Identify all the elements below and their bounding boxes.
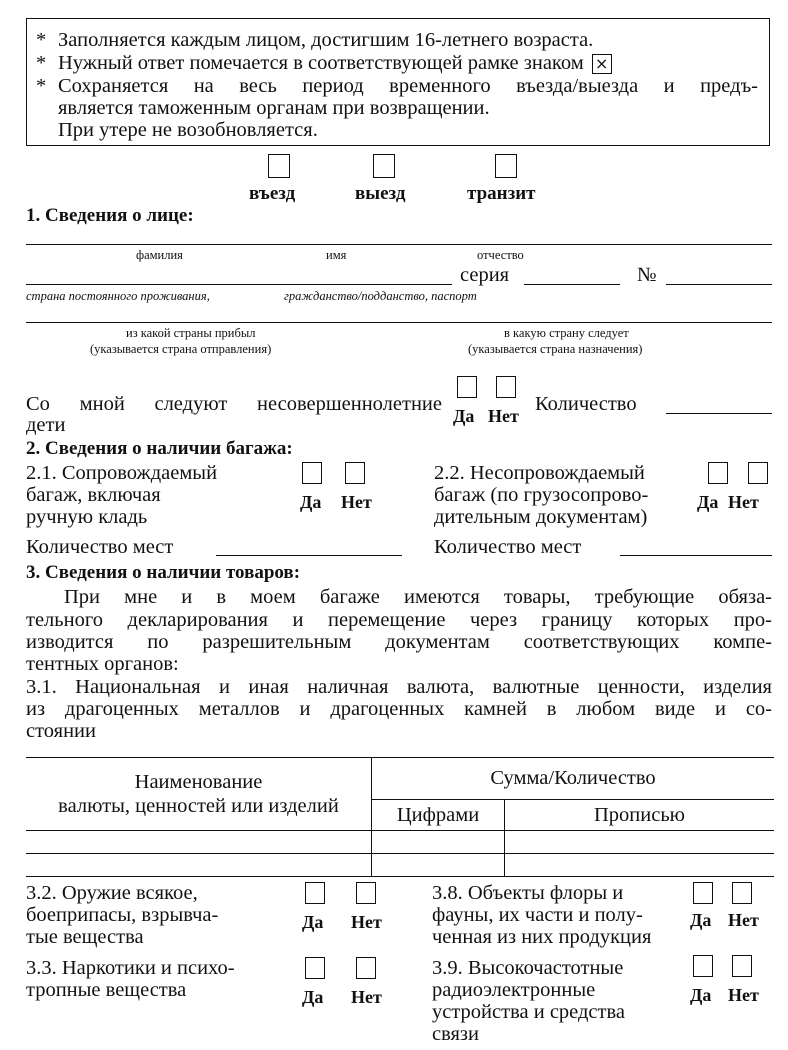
- item-3-1-line-3: стоянии: [26, 720, 96, 742]
- citizenship-caption: гражданство/подданство, паспорт: [284, 289, 477, 303]
- full-name-field[interactable]: [26, 244, 772, 245]
- unaccompanied-no-checkbox[interactable]: [748, 462, 768, 484]
- from-country-caption: из какой страны прибыл: [126, 326, 256, 340]
- minors-yes-checkbox[interactable]: [457, 376, 477, 398]
- minors-label-line-2: дети: [26, 414, 66, 436]
- instruction-line-4: является таможенным органам при возвращении.: [58, 97, 490, 119]
- item-3-2-yes-checkbox[interactable]: [305, 882, 325, 904]
- section-3-intro-line-4: тентных органов:: [26, 653, 179, 675]
- passport-series-field[interactable]: [524, 284, 620, 285]
- item-3-8-no-label: Нет: [728, 910, 759, 930]
- bullet-star: *: [36, 29, 47, 51]
- passport-number-field[interactable]: [666, 284, 772, 285]
- to-country-caption: в какую страну следует: [504, 326, 629, 340]
- unaccompanied-baggage-label: 2.2. Несопровождаемый багаж (по грузосопрово- дительным документам): [434, 462, 649, 528]
- currency-table: [26, 757, 774, 877]
- header-name: Наименование валюты, ценностей или изделий: [26, 758, 372, 831]
- header-words: Прописью: [505, 800, 775, 831]
- item-3-9-no-label: Нет: [728, 985, 759, 1005]
- instruction-line-3: * Сохраняется на весь период временного въезда/выезда и предъ-: [36, 75, 758, 97]
- item-3-8-label: 3.8. Объекты флоры и фауны, их части и полу- ченная из них продукция: [432, 882, 652, 948]
- accompanied-places-field[interactable]: [216, 555, 402, 556]
- accompanied-no-label: Нет: [341, 492, 372, 512]
- item-3-9-no-checkbox[interactable]: [732, 955, 752, 977]
- unaccompanied-yes-checkbox[interactable]: [708, 462, 728, 484]
- item-3-2-no-checkbox[interactable]: [356, 882, 376, 904]
- item-3-3-no-checkbox[interactable]: [356, 957, 376, 979]
- section-3-intro-line-3: изводится по разрешительным документам соответствующих компе-: [26, 631, 772, 653]
- minors-label-line-1: Со мной следуют несовершеннолетние: [26, 393, 442, 415]
- item-3-2-yes-label: Да: [302, 912, 324, 932]
- name-caption: имя: [326, 248, 347, 262]
- item-3-8-yes-label: Да: [690, 910, 712, 930]
- accompanied-baggage-label: 2.1. Сопровождаемый багаж, включая ручную кладь: [26, 462, 218, 528]
- exit-checkbox[interactable]: [373, 154, 395, 178]
- instruction-line-5: При утере не возобновляется.: [58, 119, 318, 141]
- patronymic-caption: отчество: [477, 248, 524, 262]
- accompanied-no-checkbox[interactable]: [345, 462, 365, 484]
- number-label: №: [637, 264, 657, 286]
- item-3-3-yes-label: Да: [302, 987, 324, 1007]
- countries-field[interactable]: [26, 322, 772, 323]
- item-3-8-yes-checkbox[interactable]: [693, 882, 713, 904]
- table-cell[interactable]: [372, 831, 505, 854]
- header-sum-quantity: Сумма/Количество: [372, 758, 775, 800]
- minors-yes-label: Да: [453, 406, 475, 426]
- section-3-title: 3. Сведения о наличии товаров:: [26, 562, 301, 583]
- section-2-title: 2. Сведения о наличии багажа:: [26, 438, 293, 459]
- minors-quantity-label: Количество: [535, 393, 637, 415]
- unaccompanied-places-field[interactable]: [620, 555, 772, 556]
- entry-label: въезд: [249, 183, 296, 204]
- section-3-intro-line-2: тельного декларирования и перемещение через границу которых про-: [26, 609, 772, 631]
- section-1-title: 1. Сведения о лице:: [26, 205, 194, 226]
- to-country-hint: (указывается страна назначения): [468, 342, 643, 356]
- item-3-9-yes-label: Да: [690, 985, 712, 1005]
- section-3-intro-line-1: При мне и в моем багаже имеются товары, требующие обяза-: [64, 586, 772, 608]
- entry-checkbox[interactable]: [268, 154, 290, 178]
- unaccompanied-no-label: Нет: [728, 492, 759, 512]
- table-cell[interactable]: [26, 854, 372, 877]
- table-row: [26, 854, 774, 877]
- minors-no-checkbox[interactable]: [496, 376, 516, 398]
- table-cell[interactable]: [505, 854, 775, 877]
- bullet-star: *: [36, 75, 47, 97]
- instruction-line-1: * Заполняется каждым лицом, достигшим 16-летнего возраста.: [36, 29, 594, 51]
- table-row: [26, 831, 774, 854]
- item-3-3-label: 3.3. Наркотики и психо- тропные вещества: [26, 957, 235, 1001]
- transit-label: транзит: [467, 183, 536, 204]
- item-3-8-no-checkbox[interactable]: [732, 882, 752, 904]
- surname-caption: фамилия: [136, 248, 183, 262]
- table-cell[interactable]: [26, 831, 372, 854]
- item-3-1-line-1: 3.1. Национальная и иная наличная валюта, валютные ценности, изделия: [26, 676, 772, 698]
- accompanied-yes-label: Да: [300, 492, 322, 512]
- unaccompanied-places-label: Количество мест: [434, 536, 582, 558]
- from-country-hint: (указывается страна отправления): [90, 342, 272, 356]
- x-mark-box-icon: ×: [592, 54, 612, 74]
- accompanied-yes-checkbox[interactable]: [302, 462, 322, 484]
- exit-label: выезд: [355, 183, 406, 204]
- accompanied-places-label: Количество мест: [26, 536, 174, 558]
- minors-no-label: Нет: [488, 406, 519, 426]
- item-3-3-no-label: Нет: [351, 987, 382, 1007]
- bullet-star: *: [36, 52, 47, 74]
- series-label: серия: [460, 264, 510, 286]
- table-cell[interactable]: [372, 854, 505, 877]
- residence-caption: страна постоянного проживания,: [26, 289, 210, 303]
- minors-quantity-field[interactable]: [666, 413, 772, 414]
- item-3-9-yes-checkbox[interactable]: [693, 955, 713, 977]
- item-3-2-label: 3.2. Оружие всякое, боеприпасы, взрывча- тые вещества: [26, 882, 219, 948]
- transit-checkbox[interactable]: [495, 154, 517, 178]
- instruction-line-2: * Нужный ответ помечается в соответствующей рамке знаком ×: [58, 52, 612, 74]
- item-3-2-no-label: Нет: [351, 912, 382, 932]
- table-cell[interactable]: [505, 831, 775, 854]
- item-3-3-yes-checkbox[interactable]: [305, 957, 325, 979]
- unaccompanied-yes-label: Да: [697, 492, 719, 512]
- header-digits: Цифрами: [372, 800, 505, 831]
- item-3-9-label: 3.9. Высокочастотные радиоэлектронные устройства и средства связи: [432, 957, 625, 1045]
- item-3-1-line-2: из драгоценных металлов и драгоценных камней в любом виде и со-: [26, 698, 772, 720]
- residence-citizenship-field[interactable]: [26, 284, 452, 285]
